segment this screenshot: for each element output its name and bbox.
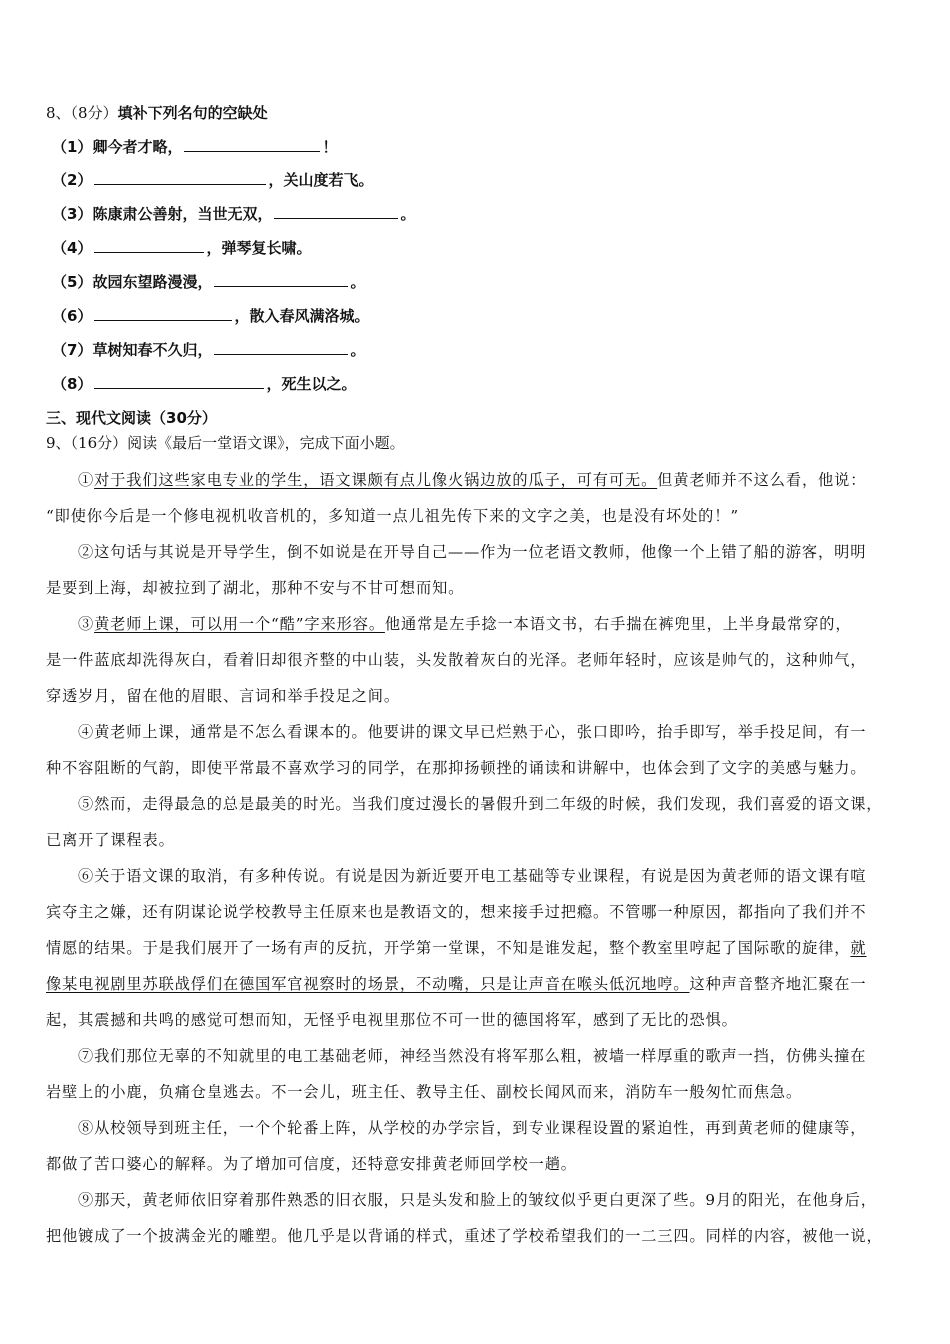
passage-p3-line2: 是一件蓝底却洗得灰白，看着旧却很齐整的中山装，头发散着灰白的光泽。老师年轻时，应该是帅气的，这种帅气， xyxy=(46,651,867,669)
passage-p1-line2: “即使你今后是一个修电视机收音机的，多知道一点儿祖先传下来的文字之美，也是没有坏处的！” xyxy=(46,507,740,525)
underlined-sentence: 像某电视剧里苏联战俘们在德国军官视察时的场景，不动嘴，只是让声音在喉头低沉地哼。 xyxy=(46,975,690,993)
q8-item-1 xyxy=(52,137,337,157)
q9-intro: 9、（16分）阅读《最后一堂语文课》，完成下面小题。 xyxy=(46,434,405,452)
passage-p2-line1: ②这句话与其说是开导学生，倒不如说是在开导自己——作为一位老语文教师，他像一个上错了船的游客，明明 xyxy=(78,543,867,561)
item-number: （1） xyxy=(52,138,93,156)
text-run: 他通常是左手捻一本语文书，右手揣在裤兜里，上半身最常穿的， xyxy=(384,615,852,633)
paragraph-number: ③ xyxy=(78,615,95,633)
passage-p2-line2: 是要到上海，却被拉到了湖北，那种不安与不甘可想而知。 xyxy=(46,579,465,597)
item-text-after: ，关山度若飞。 xyxy=(268,171,374,189)
q8-item-3 xyxy=(52,204,415,224)
item-text-after: ，弹琴复长啸。 xyxy=(206,239,312,257)
underlined-sentence: 黄老师上课，可以用一个“酷”字来形容。 xyxy=(94,615,385,633)
passage-p9-line2: 把他镀成了一个披满金光的雕塑。他几乎是以背诵的样式，重述了学校希望我们的一二三四。同样的内容，被他一说， xyxy=(46,1227,883,1245)
section-3-title: 三、现代文阅读（30分） xyxy=(46,409,217,427)
item-text-after: ！ xyxy=(322,138,338,156)
q8-header xyxy=(46,103,268,123)
q8-item-2 xyxy=(52,170,373,190)
passage-p6-line5: 起，其震撼和共鸣的感觉可想而知，无怪乎电视里那位不可一世的德国将军，感到了无比的恐惧。 xyxy=(46,1011,738,1029)
text-run: 这种声音整齐地汇聚在一 xyxy=(689,975,867,993)
q8-score: （8分） xyxy=(70,104,118,122)
item-number: （8） xyxy=(52,375,93,393)
answer-blank[interactable] xyxy=(94,306,232,321)
item-number: （3） xyxy=(52,205,93,223)
passage-p4-line2: 种不容阻断的气韵，即使平常最不喜欢学习的同学，在那抑扬顿挫的诵读和讲解中，也体会到了文字的美感与魅力。 xyxy=(46,759,867,777)
passage-p5-line1: ⑤然而，走得最急的总是最美的时光。当我们度过漫长的暑假升到二年级的时候，我们发现，我们喜爱的语文课， xyxy=(78,795,883,813)
underlined-sentence: 就 xyxy=(850,939,867,957)
passage-p8-line1: ⑧从校领导到班主任，一个个轮番上阵，从学校的办学宗旨，到专业课程设置的紧迫性，再到黄老师的健康等， xyxy=(78,1119,867,1137)
q8-item-7 xyxy=(52,340,365,360)
passage-p6-line3 xyxy=(46,938,866,958)
passage-p6-line1: ⑥关于语文课的取消，有多种传说。有说是因为新近要开电工基础等专业课程，有说是因为黄老师的语文课有喧 xyxy=(78,867,867,885)
answer-blank[interactable] xyxy=(214,272,348,287)
item-text-after: ，散入春风满洛城。 xyxy=(234,307,370,325)
q8-item-6 xyxy=(52,306,369,326)
item-text-before: 草树知春不久归， xyxy=(92,341,213,359)
q8-title: 填补下列名句的空缺处 xyxy=(117,104,268,122)
passage-p1-line1 xyxy=(78,470,866,490)
item-text-before: 陈康肃公善射，当世无双， xyxy=(92,205,273,223)
q8-item-5 xyxy=(52,272,365,292)
passage-p7-line2: 岩壁上的小鹿，负痛仓皇逃去。不一会儿，班主任、教导主任、副校长闻风而来，消防车一般匆忙而焦急。 xyxy=(46,1083,803,1101)
answer-blank[interactable] xyxy=(214,340,348,355)
answer-blank[interactable] xyxy=(94,374,264,389)
q8-number: 8、 xyxy=(46,104,71,122)
passage-p3-line3: 穿透岁月，留在他的眉眼、言词和举手投足之间。 xyxy=(46,687,400,705)
passage-p4-line1: ④黄老师上课，通常是不怎么看课本的。他要讲的课文早已烂熟于心，张口即吟，抬手即写，举手投足间，有一 xyxy=(78,723,867,741)
underlined-sentence: 对于我们这些家电专业的学生，语文课颇有点儿像火锅边放的瓜子，可有可无。 xyxy=(94,471,658,489)
passage-p7-line1: ⑦我们那位无辜的不知就里的电工基础老师，神经当然没有将军那么粗，被墙一样厚重的歌声一挡，仿佛头撞在 xyxy=(78,1047,867,1065)
passage-p3-line1 xyxy=(78,614,851,634)
q8-item-8 xyxy=(52,374,356,394)
passage-p6-line2: 宾夺主之嫌，还有阴谋论说学校教导主任原来也是教语文的，想来接手过把瘾。不管哪一种原因，都指向了我们并不 xyxy=(46,903,867,921)
answer-blank[interactable] xyxy=(94,170,266,185)
paragraph-number: ① xyxy=(78,471,95,489)
item-text-before: 故园东望路漫漫， xyxy=(92,273,213,291)
q8-item-4 xyxy=(52,238,311,258)
text-run: 情愿的结果。于是我们展开了一场有声的反抗，开学第一堂课，不知是谁发起，整个教室里哼起了国际歌的旋律， xyxy=(46,939,851,957)
item-number: （2） xyxy=(52,171,93,189)
item-number: （4） xyxy=(52,239,93,257)
text-run: 但黄老师并不这么看，他说： xyxy=(657,471,867,489)
item-text-after: ，死生以之。 xyxy=(266,375,357,393)
item-number: （6） xyxy=(52,307,93,325)
passage-p8-line2: 都做了苦口婆心的解释。为了增加可信度，还特意安排黄老师回学校一趟。 xyxy=(46,1155,577,1173)
item-text-after: 。 xyxy=(400,205,416,223)
passage-p9-line1: ⑨那天，黄老师依旧穿着那件熟悉的旧衣服，只是头发和脸上的皱纹似乎更白更深了些。9月的阳光，在他身后， xyxy=(78,1191,877,1209)
item-text-after: 。 xyxy=(350,273,366,291)
answer-blank[interactable] xyxy=(94,238,204,253)
item-text-before: 卿今者才略， xyxy=(92,138,183,156)
item-number: （7） xyxy=(52,341,93,359)
item-number: （5） xyxy=(52,273,93,291)
item-text-after: 。 xyxy=(350,341,366,359)
answer-blank[interactable] xyxy=(274,204,398,219)
answer-blank[interactable] xyxy=(184,137,320,152)
passage-p5-line2: 已离开了课程表。 xyxy=(46,831,175,849)
passage-p6-line4 xyxy=(46,974,866,994)
